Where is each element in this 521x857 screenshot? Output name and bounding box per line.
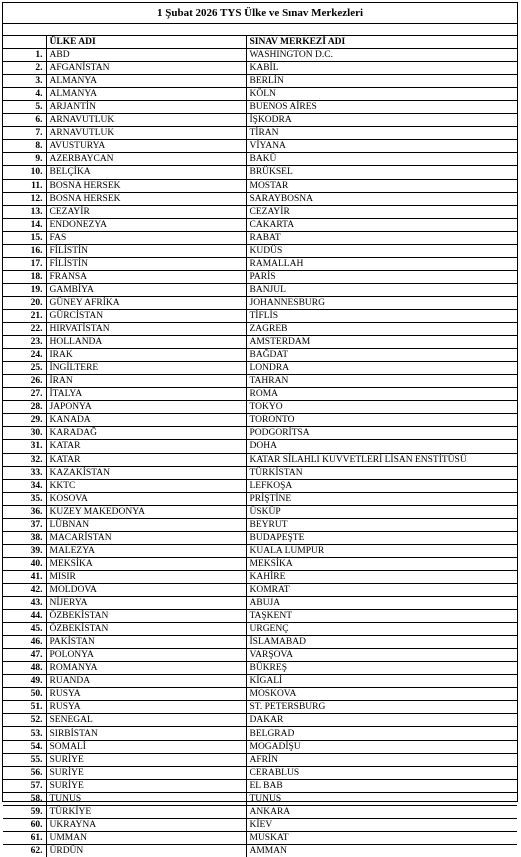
- row-number: 28.: [3, 401, 46, 414]
- exam-center-name: RABAT: [246, 231, 517, 244]
- country-name: İTALYA: [46, 388, 246, 401]
- row-number: 4.: [3, 88, 46, 101]
- row-number: 43.: [3, 597, 46, 610]
- exam-center-name: MUSKAT: [246, 831, 517, 844]
- exam-center-name: CERABLUS: [246, 766, 517, 779]
- row-number: 39.: [3, 544, 46, 557]
- exam-center-name: BÜKREŞ: [246, 662, 517, 675]
- row-number: 12.: [3, 192, 46, 205]
- row-number: 37.: [3, 518, 46, 531]
- exam-center-name: BAĞDAT: [246, 349, 517, 362]
- table-row: [3, 401, 517, 414]
- country-name: KARADAĞ: [46, 427, 246, 440]
- table-row: [3, 244, 517, 257]
- table-row: [3, 323, 517, 336]
- row-number: 52.: [3, 714, 46, 727]
- header-country: ÜLKE ADI: [46, 36, 246, 49]
- row-number: 3.: [3, 75, 46, 88]
- row-number: 40.: [3, 557, 46, 570]
- country-name: HOLLANDA: [46, 336, 246, 349]
- exam-center-name: ABUJA: [246, 597, 517, 610]
- row-number: 57.: [3, 779, 46, 792]
- table-row: [3, 649, 517, 662]
- country-name: BELÇİKA: [46, 166, 246, 179]
- table-row: [3, 166, 517, 179]
- row-number: 17.: [3, 257, 46, 270]
- country-name: ARNAVUTLUK: [46, 127, 246, 140]
- country-name: AVUSTURYA: [46, 140, 246, 153]
- row-number: 19.: [3, 283, 46, 296]
- row-number: 59.: [3, 805, 46, 818]
- country-name: ALMANYA: [46, 88, 246, 101]
- exam-center-name: KÖLN: [246, 88, 517, 101]
- exam-center-name: LONDRA: [246, 362, 517, 375]
- document-title: 1 Şubat 2026 TYS Ülke ve Sınav Merkezleri: [3, 3, 517, 24]
- country-name: AZERBAYCAN: [46, 153, 246, 166]
- country-name: GÜRCİSTAN: [46, 309, 246, 322]
- row-number: 15.: [3, 231, 46, 244]
- table-row: [3, 623, 517, 636]
- exam-center-name: TİRAN: [246, 127, 517, 140]
- exam-center-name: VARŞOVA: [246, 649, 517, 662]
- exam-center-name: PODGORİTSA: [246, 427, 517, 440]
- country-name: LÜBNAN: [46, 518, 246, 531]
- table-row: [3, 570, 517, 583]
- table-row: [3, 597, 517, 610]
- blank-row: [3, 24, 517, 36]
- country-name: NİJERYA: [46, 597, 246, 610]
- table-row: [3, 296, 517, 309]
- row-number: 27.: [3, 388, 46, 401]
- table-row: [3, 727, 517, 740]
- exam-center-name: İSLAMABAD: [246, 636, 517, 649]
- country-name: ÖZBEKİSTAN: [46, 610, 246, 623]
- row-number: 62.: [3, 844, 46, 857]
- row-number: 9.: [3, 153, 46, 166]
- table-row: [3, 466, 517, 479]
- exam-center-name: ÜSKÜP: [246, 505, 517, 518]
- country-name: MISIR: [46, 570, 246, 583]
- row-number: 41.: [3, 570, 46, 583]
- table-row: [3, 114, 517, 127]
- exam-center-name: KUALA LUMPUR: [246, 544, 517, 557]
- exam-center-name: LEFKOŞA: [246, 479, 517, 492]
- row-number: 48.: [3, 662, 46, 675]
- exam-center-name: BRÜKSEL: [246, 166, 517, 179]
- row-number: 22.: [3, 323, 46, 336]
- exam-center-name: AMMAN: [249, 845, 287, 856]
- table-row: [3, 492, 517, 505]
- country-name: ARJANTİN: [46, 101, 246, 114]
- exam-center-name: MOGADİŞU: [246, 740, 517, 753]
- table-row: [3, 557, 517, 570]
- exam-center-name: KUDÜS: [246, 244, 517, 257]
- table-row: [3, 701, 517, 714]
- row-number: 14.: [3, 218, 46, 231]
- row-number: 10.: [3, 166, 46, 179]
- country-name: TUNUS: [46, 792, 246, 805]
- exam-center-name: ROMA: [246, 388, 517, 401]
- row-number: 34.: [3, 479, 46, 492]
- country-name: SURİYE: [46, 753, 246, 766]
- exam-center-name: MOSKOVA: [246, 688, 517, 701]
- row-number: 58.: [3, 792, 46, 805]
- row-number: 25.: [3, 362, 46, 375]
- row-number: 18.: [3, 270, 46, 283]
- table-row: [3, 192, 517, 205]
- country-name: POLONYA: [46, 649, 246, 662]
- exam-center-name: KAHİRE: [246, 570, 517, 583]
- row-number: 24.: [3, 349, 46, 362]
- table-row: [3, 440, 517, 453]
- row-number: 32.: [3, 453, 46, 466]
- row-number: 6.: [3, 114, 46, 127]
- row-number: 38.: [3, 531, 46, 544]
- country-name: ROMANYA: [46, 662, 246, 675]
- country-name: ALMANYA: [46, 75, 246, 88]
- country-name: RUSYA: [46, 701, 246, 714]
- country-name: MEKSİKA: [46, 557, 246, 570]
- row-number: 47.: [3, 649, 46, 662]
- exam-center-name: TAŞKENT: [246, 610, 517, 623]
- country-name: BOSNA HERSEK: [46, 192, 246, 205]
- country-name: RUSYA: [46, 688, 246, 701]
- country-name: HIRVATİSTAN: [46, 323, 246, 336]
- row-number: 45.: [3, 623, 46, 636]
- country-name: ÜRDÜN: [46, 844, 246, 857]
- exam-center-name: TORONTO: [246, 414, 517, 427]
- country-name: FİLİSTİN: [46, 257, 246, 270]
- country-name: AFGANİSTAN: [46, 62, 246, 75]
- table-row: [3, 453, 517, 466]
- country-name: ENDONEZYA: [46, 218, 246, 231]
- exam-center-name: CAKARTA: [246, 218, 517, 231]
- row-number: 61.: [3, 831, 46, 844]
- table-row: [3, 375, 517, 388]
- exam-center-name: BERLİN: [246, 75, 517, 88]
- exam-center-name: TOKYO: [246, 401, 517, 414]
- exam-center-name: JOHANNESBURG: [246, 296, 517, 309]
- row-number: 56.: [3, 766, 46, 779]
- table-row: [3, 583, 517, 596]
- exam-center-name: DAKAR: [246, 714, 517, 727]
- exam-center-name: KİEV: [246, 818, 517, 831]
- row-number: 5.: [3, 101, 46, 114]
- table-body: [3, 49, 517, 857]
- row-number: 26.: [3, 375, 46, 388]
- table-row: [3, 688, 517, 701]
- country-name: KAZAKİSTAN: [46, 466, 246, 479]
- country-name: CEZAYİR: [46, 205, 246, 218]
- country-name: SOMALİ: [46, 740, 246, 753]
- table-row: [3, 531, 517, 544]
- exam-center-name: TÜRKİSTAN: [246, 466, 517, 479]
- table-row: [3, 753, 517, 766]
- exam-center-name: BELGRAD: [246, 727, 517, 740]
- country-name: JAPONYA: [46, 401, 246, 414]
- row-number: 21.: [3, 309, 46, 322]
- header-no: [3, 36, 46, 49]
- table-row: [3, 205, 517, 218]
- country-name: PAKİSTAN: [46, 636, 246, 649]
- table-frame: [2, 2, 518, 856]
- row-number: 42.: [3, 583, 46, 596]
- exam-center-name: AFRİN: [246, 753, 517, 766]
- table-row: [3, 636, 517, 649]
- country-name: İNGİLTERE: [46, 362, 246, 375]
- country-name: KUZEY MAKEDONYA: [46, 505, 246, 518]
- table-row: [3, 675, 517, 688]
- exam-center-name: AMSTERDAM: [246, 336, 517, 349]
- table-row: [3, 349, 517, 362]
- row-number: 55.: [3, 753, 46, 766]
- table-row: [3, 179, 517, 192]
- row-number: 23.: [3, 336, 46, 349]
- country-name: FRANSA: [46, 270, 246, 283]
- row-number: 13.: [3, 205, 46, 218]
- country-name: BOSNA HERSEK: [46, 179, 246, 192]
- row-number: 1.: [3, 49, 46, 62]
- table-row: [3, 362, 517, 375]
- country-name: KANADA: [46, 414, 246, 427]
- exam-center-name: ZAGREB: [246, 323, 517, 336]
- row-number: 8.: [3, 140, 46, 153]
- table-row: [3, 544, 517, 557]
- exam-center-name: PARİS: [246, 270, 517, 283]
- country-name: SENEGAL: [46, 714, 246, 727]
- table-header-row: [3, 36, 517, 49]
- row-number: 35.: [3, 492, 46, 505]
- country-name: ARNAVUTLUK: [46, 114, 246, 127]
- country-name: KOSOVA: [46, 492, 246, 505]
- country-name: TÜRKİYE: [46, 805, 246, 818]
- table-row: [3, 662, 517, 675]
- table-row: [3, 88, 517, 101]
- row-number: 11.: [3, 179, 46, 192]
- table-row: [3, 309, 517, 322]
- row-number: 44.: [3, 610, 46, 623]
- exam-center-name: SARAYBOSNA: [246, 192, 517, 205]
- exam-center-name: BAKÜ: [246, 153, 517, 166]
- exam-center-name: TUNUS: [246, 792, 517, 805]
- table-row: [3, 414, 517, 427]
- row-number: 46.: [3, 636, 46, 649]
- country-name: FAS: [46, 231, 246, 244]
- country-name: MACARİSTAN: [46, 531, 246, 544]
- country-name: GAMBİYA: [46, 283, 246, 296]
- row-number: 16.: [3, 244, 46, 257]
- exam-center-name: ST. PETERSBURG: [246, 701, 517, 714]
- table-row: [3, 270, 517, 283]
- table-row: [3, 792, 517, 805]
- table-row: [3, 831, 517, 844]
- row-number: 60.: [3, 818, 46, 831]
- row-number: 36.: [3, 505, 46, 518]
- table-row: [3, 140, 517, 153]
- table-row: [3, 844, 517, 857]
- country-name: SURİYE: [46, 779, 246, 792]
- country-name: GÜNEY AFRİKA: [46, 296, 246, 309]
- country-name: MALEZYA: [46, 544, 246, 557]
- country-name: KKTC: [46, 479, 246, 492]
- country-name: KATAR: [46, 453, 246, 466]
- table-row: [3, 479, 517, 492]
- row-number: 31.: [3, 440, 46, 453]
- table-row: [3, 127, 517, 140]
- table-row: [3, 231, 517, 244]
- exam-centers-table: [3, 36, 517, 857]
- country-name: KATAR: [46, 440, 246, 453]
- exam-center-name: KOMRAT: [246, 583, 517, 596]
- exam-center-name: TAHRAN: [246, 375, 517, 388]
- exam-center-name: WASHINGTON D.C.: [246, 49, 517, 62]
- exam-center-name: PRİŞTİNE: [246, 492, 517, 505]
- exam-center-name: DOHA: [246, 440, 517, 453]
- exam-center-name: VİYANA: [246, 140, 517, 153]
- exam-center-name: KİGALİ: [246, 675, 517, 688]
- country-name: ÖZBEKİSTAN: [46, 623, 246, 636]
- table-row: [3, 153, 517, 166]
- row-number: 54.: [3, 740, 46, 753]
- table-row: [3, 336, 517, 349]
- exam-center-name: CEZAYİR: [246, 205, 517, 218]
- country-name: UKRAYNA: [46, 818, 246, 831]
- table-row: [3, 49, 517, 62]
- country-name: ABD: [46, 49, 246, 62]
- country-name: MOLDOVA: [46, 583, 246, 596]
- table-row: [3, 779, 517, 792]
- exam-center-name: RAMALLAH: [246, 257, 517, 270]
- table-row: [3, 101, 517, 114]
- exam-center-name: URGENÇ: [246, 623, 517, 636]
- row-number: 7.: [3, 127, 46, 140]
- row-number: 2.: [3, 62, 46, 75]
- header-center: SINAV MERKEZİ ADI: [246, 36, 517, 49]
- exam-center-name: BANJUL: [246, 283, 517, 296]
- exam-center-name: İŞKODRA: [246, 114, 517, 127]
- country-name: İRAN: [46, 375, 246, 388]
- row-number: 53.: [3, 727, 46, 740]
- row-number: 50.: [3, 688, 46, 701]
- exam-center-name: BUDAPEŞTE: [246, 531, 517, 544]
- row-number: 51.: [3, 701, 46, 714]
- country-name: RUANDA: [46, 675, 246, 688]
- exam-center-name: KATAR SİLAHLI KUVVETLERİ LİSAN ENSTİTÜSÜ: [246, 453, 517, 466]
- exam-center-name: ANKARA: [246, 805, 517, 818]
- table-row: [3, 75, 517, 88]
- exam-center-name: BEYRUT: [246, 518, 517, 531]
- exam-center-name: MOSTAR: [246, 179, 517, 192]
- exam-center-name: KABİL: [246, 62, 517, 75]
- table-row: [3, 518, 517, 531]
- country-name: IRAK: [46, 349, 246, 362]
- exam-center-name: MEKSİKA: [246, 557, 517, 570]
- row-number: 29.: [3, 414, 46, 427]
- table-row: [3, 805, 517, 818]
- table-row: [3, 427, 517, 440]
- exam-center-name: BUENOS AİRES: [246, 101, 517, 114]
- row-number: 49.: [3, 675, 46, 688]
- table-row: [3, 818, 517, 831]
- table-row: [3, 766, 517, 779]
- exam-center-name: TİFLİS: [246, 309, 517, 322]
- table-row: [3, 740, 517, 753]
- row-number: 20.: [3, 296, 46, 309]
- country-name: SURİYE: [46, 766, 246, 779]
- row-number: 33.: [3, 466, 46, 479]
- table-row: [3, 388, 517, 401]
- country-name: UMMAN: [46, 831, 246, 844]
- table-row: [3, 714, 517, 727]
- table-row: [3, 62, 517, 75]
- row-number: 30.: [3, 427, 46, 440]
- country-name: SIRBİSTAN: [46, 727, 246, 740]
- table-row: [3, 257, 517, 270]
- exam-center-name: EL BAB: [246, 779, 517, 792]
- table-row: [3, 283, 517, 296]
- table-row: [3, 218, 517, 231]
- table-row: [3, 610, 517, 623]
- table-row: [3, 505, 517, 518]
- country-name: FİLİSTİN: [46, 244, 246, 257]
